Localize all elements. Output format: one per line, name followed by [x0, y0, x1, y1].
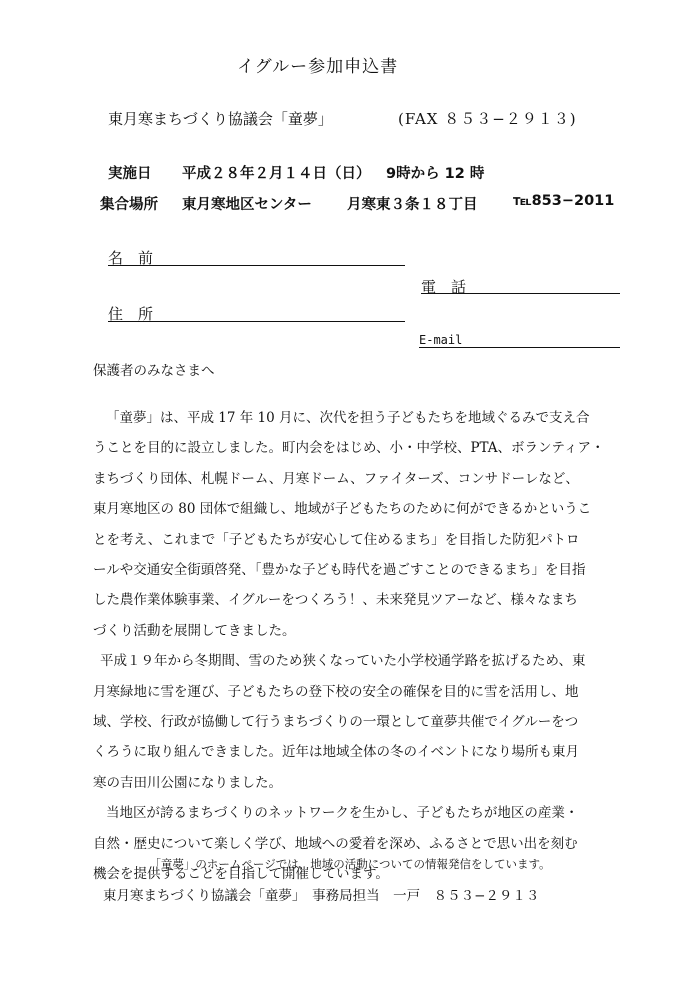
organizer-name: 東月寒まちづくり協議会「童夢」 — [108, 110, 333, 128]
event-date-label: 実施日 — [108, 166, 152, 182]
body-line: 東月寒地区の 80 団体で組織し、地域が子どもたちのために何ができるかというこ — [93, 501, 592, 518]
phone-label: 電 話 — [421, 278, 467, 296]
body-line: 域、学校、行政が協働して行うまちづくりの一環として童夢共催でイグルーをつ — [93, 714, 579, 731]
body-line: 機会を提供することを目指して開催しています。 — [93, 866, 389, 883]
homepage-note: 「童夢」のホームページでは、地域の活動についての情報発信をしています。 — [149, 857, 551, 871]
address-label: 住 所 — [108, 305, 154, 323]
meeting-place-value: 東月寒地区センター — [182, 197, 312, 213]
page-title: イグルー参加申込書 — [237, 57, 399, 77]
body-line: まちづくり団体、札幌ドーム、月寒ドーム、ファイターズ、コンサドーレなど、 — [93, 470, 579, 487]
name-label: 名 前 — [108, 249, 154, 267]
body-line: した農作業体験事業、イグルーをつくろう！、未来発見ツアーなど、様々なまち — [93, 592, 578, 609]
addressee: 保護者のみなさまへ — [93, 363, 215, 379]
body-line: 当地区が誇るまちづくりのネットワークを生かし、子どもたちが地区の産業・ — [106, 805, 579, 822]
body-line: づくり活動を展開してきました。 — [93, 622, 296, 639]
meeting-tel-value: ℡853−2011 — [513, 193, 615, 209]
fax-number: (FAX ８５３−２９１３) — [398, 110, 577, 128]
body-text — [93, 403, 613, 890]
body-line: ールや交通安全街頭啓発、「豊かな子ども時代を過ごすことのできるまち」を目指 — [93, 562, 586, 579]
footer-contact: 東月寒まちづくり協議会「童夢」 事務局担当 一戸 ８５３−２９１３ — [103, 888, 540, 904]
event-time-value: 9時から 12 時 — [386, 166, 485, 182]
event-date-value: 平成２８年２月１４日（日） — [182, 166, 371, 182]
body-line: うことを目的に設立しました。町内会をはじめ、小・中学校、PTA、ボランティア・ — [93, 440, 605, 457]
email-label: E-mail — [419, 333, 463, 347]
body-line: 寒の吉田川公園になりました。 — [93, 774, 282, 791]
body-line: とを考え、これまで「子どもたちが安心して住めるまち」を目指した防犯パトロ — [93, 531, 580, 548]
phone-field[interactable] — [421, 293, 620, 294]
body-line: くろうに取り組んできました。近年は地域全体の冬のイベントになり場所も東月 — [93, 744, 579, 761]
body-line: 「童夢」は、平成 17 年 10 月に、次代を担う子どもたちを地域ぐるみで支え合 — [106, 410, 590, 426]
meeting-place-label: 集合場所 — [100, 197, 158, 213]
body-line: 自然・歴史について楽しく学び、地域への愛着を深め、ふるさとで思い出を刻む — [93, 835, 578, 852]
body-line: 月寒緑地に雪を運び、子どもたちの登下校の安全の確保を目的に雪を活用し、地 — [93, 683, 579, 700]
name-field[interactable] — [108, 265, 405, 266]
email-field[interactable] — [419, 347, 620, 348]
body-line: 平成１９年から冬期間、雪のため狭くなっていた小学校通学路を拡げるため、東 — [100, 653, 586, 670]
meeting-address-value: 月寒東３条１８丁目 — [347, 197, 478, 213]
address-field[interactable] — [108, 321, 405, 322]
